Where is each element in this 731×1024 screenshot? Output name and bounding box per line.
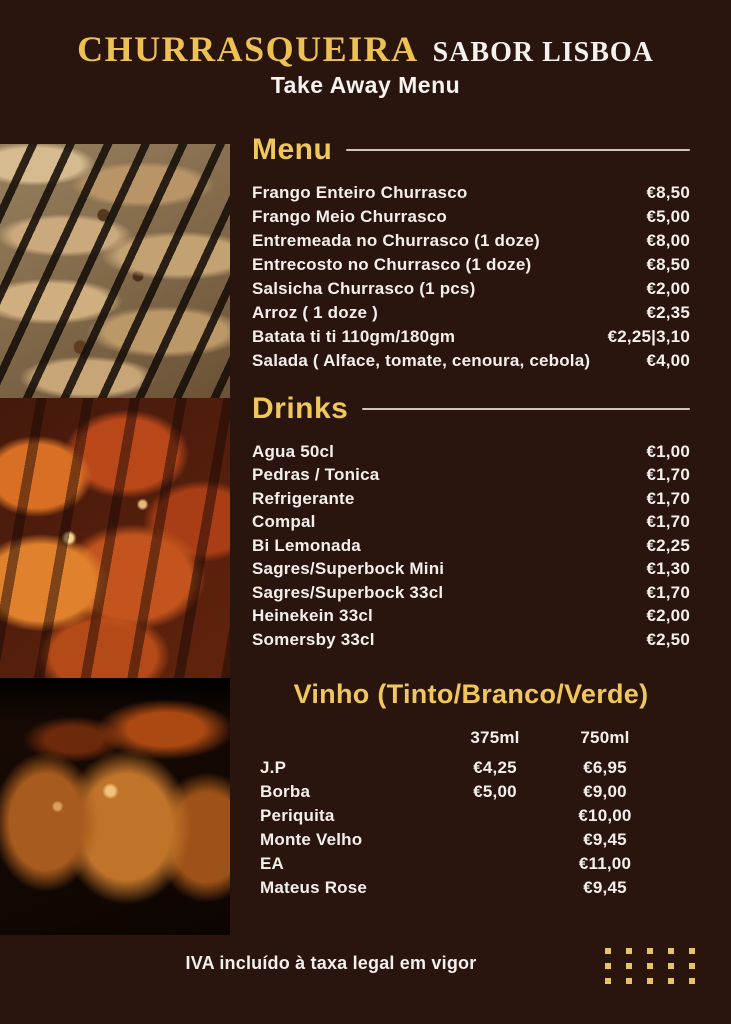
- item-price: €2,00: [646, 279, 690, 298]
- wine-table: [260, 756, 660, 900]
- item-name: Somersby 33cl: [252, 629, 375, 649]
- wine-price-750ml: €9,45: [583, 878, 627, 897]
- dot: [668, 963, 674, 969]
- item-price: €1,70: [646, 512, 690, 532]
- item-name: Refrigerante: [252, 488, 355, 508]
- menu-item-row: [252, 534, 690, 558]
- item-name: Entremeada no Churrasco (1 doze): [252, 231, 540, 250]
- footer-vat-note: IVA incluído à taxa legal em vigor: [185, 953, 477, 973]
- item-name: Compal: [252, 512, 316, 532]
- wine-column-header-750ml: 750ml: [580, 728, 630, 747]
- wine-price-750ml: €9,00: [583, 782, 627, 801]
- page-title: Take Away Menu: [270, 72, 461, 98]
- dot: [626, 978, 632, 984]
- menu-item-row: [252, 628, 690, 652]
- item-price: €2,25: [646, 535, 690, 555]
- item-price: €2,00: [646, 606, 690, 626]
- dot: [647, 978, 653, 984]
- wine-price-750ml: €9,45: [583, 830, 627, 849]
- dot: [689, 948, 695, 954]
- dot: [689, 978, 695, 984]
- dot: [647, 948, 653, 954]
- menu-item-row: [252, 581, 690, 605]
- item-name: Entrecosto no Churrasco (1 doze): [252, 255, 532, 274]
- wine-price-750ml: €6,95: [583, 758, 627, 777]
- menu-item-row: [252, 181, 690, 205]
- menu-item-row: [252, 605, 690, 629]
- wine-price-375ml: [440, 852, 550, 876]
- grilled-sardines-photo: [0, 144, 230, 398]
- menu-item-row: [252, 464, 690, 488]
- drinks-section-heading: [252, 392, 690, 426]
- item-price: €2,50: [646, 629, 690, 649]
- dot: [605, 978, 611, 984]
- wine-price-375ml: [440, 876, 550, 900]
- menu-item-row: [252, 205, 690, 229]
- brand-name-secondary: SABOR LISBOA: [432, 37, 654, 68]
- dots-decoration: [605, 948, 695, 984]
- brand-name-primary: CHURRASQUEIRA: [77, 29, 419, 69]
- glazed-pork-ribs-photo: [0, 398, 230, 678]
- menu-heading-rule: [346, 149, 690, 151]
- menu-item-list: [252, 181, 690, 373]
- item-price: €8,00: [646, 231, 690, 250]
- dot: [689, 963, 695, 969]
- wine-price-750ml: €10,00: [578, 806, 632, 825]
- item-price: €4,00: [646, 351, 690, 370]
- item-name: Frango Meio Churrasco: [252, 207, 448, 226]
- item-price: €2,25|3,10: [607, 327, 690, 346]
- vinho-section-title: Vinho (Tinto/Branco/Verde): [293, 679, 649, 709]
- wine-column-header-375ml: 375ml: [470, 728, 520, 747]
- wine-price-375ml: €5,00: [473, 782, 517, 801]
- item-price: €1,30: [646, 559, 690, 579]
- menu-item-row: [252, 301, 690, 325]
- item-name: Salsicha Churrasco (1 pcs): [252, 279, 476, 298]
- item-price: €1,00: [646, 441, 690, 461]
- item-name: Agua 50cl: [252, 441, 335, 461]
- menu-item-row: [252, 229, 690, 253]
- menu-item-row: [252, 440, 690, 464]
- item-price: €5,00: [646, 207, 690, 226]
- menu-item-row: [252, 558, 690, 582]
- menu-item-row: [252, 325, 690, 349]
- item-name: Arroz ( 1 doze ): [252, 303, 378, 322]
- item-name: Heinekein 33cl: [252, 606, 373, 626]
- drinks-heading-rule: [362, 408, 690, 410]
- dot: [626, 948, 632, 954]
- item-price: €8,50: [646, 255, 690, 274]
- wine-name: Mateus Rose: [260, 878, 368, 897]
- drinks-section-title: Drinks: [252, 392, 349, 425]
- dot: [668, 978, 674, 984]
- item-name: Bi Lemonada: [252, 535, 361, 555]
- wine-column-headers: [260, 726, 660, 750]
- dot: [605, 948, 611, 954]
- wine-name-column-spacer: [260, 726, 440, 750]
- item-price: €2,35: [646, 303, 690, 322]
- menu-item-row: [252, 511, 690, 535]
- menu-item-row: [252, 487, 690, 511]
- item-name: Frango Enteiro Churrasco: [252, 183, 468, 202]
- item-name: Sagres/Superbock Mini: [252, 559, 445, 579]
- drinks-item-list: [252, 440, 690, 652]
- menu-section-heading: [252, 133, 690, 167]
- item-price: €8,50: [646, 183, 690, 202]
- menu-item-row: [252, 253, 690, 277]
- menu-item-row: [252, 349, 690, 373]
- item-name: Salada ( Alface, tomate, cenoura, cebola): [252, 351, 591, 370]
- dot: [647, 963, 653, 969]
- item-name: Pedras / Tonica: [252, 465, 380, 485]
- wine-price-375ml: [440, 828, 550, 852]
- item-price: €1,70: [646, 582, 690, 602]
- dot: [626, 963, 632, 969]
- wine-name: Borba: [260, 782, 311, 801]
- menu-content: [252, 0, 690, 1024]
- wine-name: J.P: [260, 758, 287, 777]
- rotisserie-chickens-photo: [0, 678, 230, 935]
- wine-name: EA: [260, 854, 285, 873]
- wine-price-750ml: €11,00: [578, 854, 632, 873]
- wine-name: Monte Velho: [260, 830, 363, 849]
- dot: [668, 948, 674, 954]
- wine-name: Periquita: [260, 806, 335, 825]
- dot: [605, 963, 611, 969]
- item-price: €1,70: [646, 465, 690, 485]
- item-name: Batata ti ti 110gm/180gm: [252, 327, 456, 346]
- wine-price-375ml: €4,25: [473, 758, 517, 777]
- menu-item-row: [252, 277, 690, 301]
- menu-section-title: Menu: [252, 133, 333, 166]
- item-price: €1,70: [646, 488, 690, 508]
- wine-price-375ml: [440, 804, 550, 828]
- item-name: Sagres/Superbock 33cl: [252, 582, 444, 602]
